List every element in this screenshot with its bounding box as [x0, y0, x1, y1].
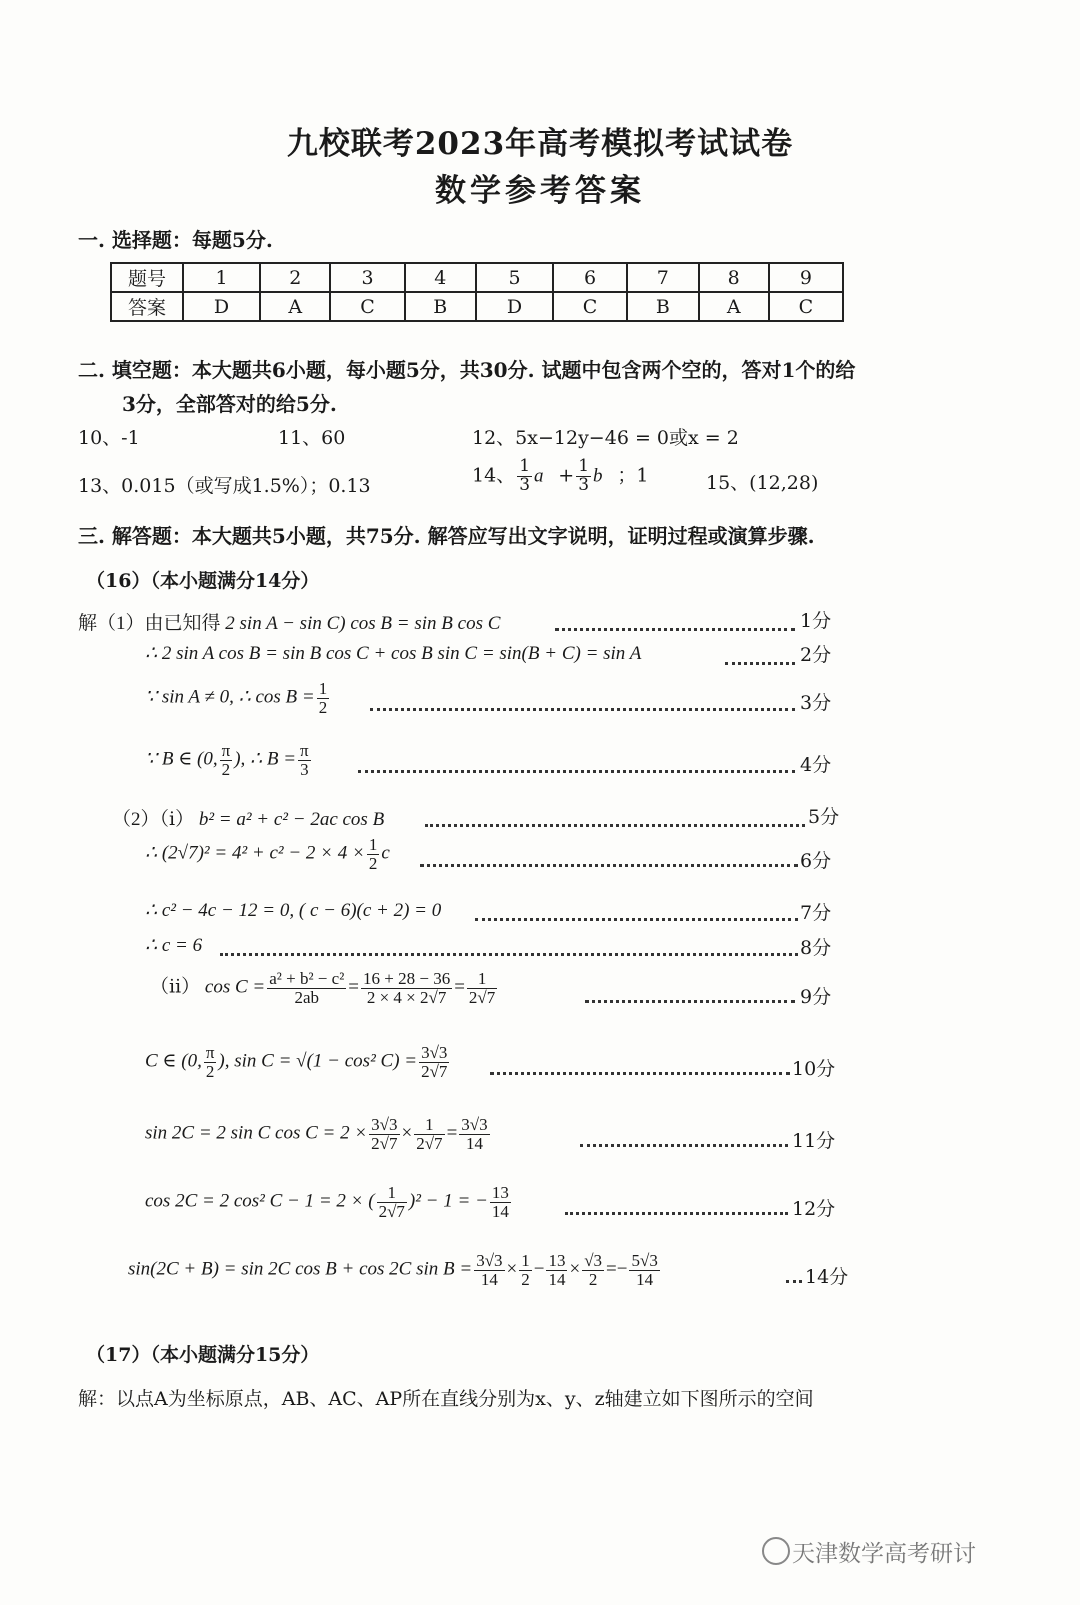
table-cell: A: [260, 292, 330, 321]
q17-line-1: 解：以点A为坐标原点，AB、AC、AP所在直线分别为x、y、z轴建立如下图所示的空间: [78, 1388, 814, 1410]
leader-dots: [475, 918, 798, 921]
table-cell: C: [330, 292, 404, 321]
score-11: 11分: [792, 1130, 836, 1152]
score-6: 6分: [800, 850, 832, 872]
leader-dots: [490, 1072, 790, 1075]
leader-dots: [420, 864, 798, 867]
section-2-heading-cont: 3分，全部答对的给5分.: [122, 392, 337, 416]
table-cell: 7: [627, 263, 698, 292]
fraction: $\frac{13}{14}$: [548, 1251, 566, 1289]
q16-line-9: （ⅱ） cos C = $\frac{\text{a² + b² − c²}}{2ab}$ = $\frac{16 + 28 - 36}{2 \times 4 \times 2√7}$ = $\frac{1}{2√7}$: [150, 969, 496, 1007]
table-header-cell: 答案: [111, 292, 183, 321]
table-cell: 9: [769, 263, 843, 292]
answer-14-label: 14、: [472, 464, 516, 487]
leader-dots: [725, 662, 795, 665]
leader-dots: [786, 1280, 802, 1283]
fraction: $\frac{13}{14}$: [491, 1183, 509, 1221]
leader-dots: [580, 1144, 788, 1147]
fraction: $\frac{1}{2}$: [521, 1251, 530, 1289]
fraction: $\frac{√3}{2}$: [584, 1251, 603, 1289]
leader-dots: [370, 708, 795, 711]
answer-11: 11、60: [278, 427, 346, 449]
table-cell: C: [553, 292, 627, 321]
score-10: 10分: [792, 1058, 836, 1080]
score-5: 5分: [808, 806, 840, 828]
leader-dots: [585, 1000, 795, 1003]
q16-line-2: ∴ 2 sin A cos B = sin B cos C + cos B sin C = sin(B + C) = sin A: [145, 643, 642, 664]
document-subtitle: 数学参考答案: [435, 173, 645, 209]
table-cell: 3: [330, 263, 404, 292]
watermark-text: 天津数学高考研讨: [792, 1541, 976, 1567]
score-12: 12分: [792, 1198, 836, 1220]
q16-line-12: cos 2C = 2 cos² C − 1 = 2 × ( $\frac{1}{2√7}$ )² − 1 = − $\frac{13}{14}$: [145, 1183, 509, 1221]
table-cell: C: [769, 292, 843, 321]
leader-dots: [358, 770, 795, 773]
table-cell: 4: [405, 263, 476, 292]
q16-line-7: ∴ c² − 4c − 12 = 0, ( c − 6)(c + 2) = 0: [145, 900, 442, 921]
table-cell: D: [183, 292, 260, 321]
table-cell: D: [476, 292, 553, 321]
table-cell: 5: [476, 263, 553, 292]
q16-line-1: 解（1）由已知得 2 sin A − sin C) cos B = sin B cos C: [78, 613, 501, 634]
score-2: 2分: [800, 644, 832, 666]
q16-line-3: ∵ sin A ≠ 0, ∴ cos B = $\frac{1}{2}$: [145, 679, 328, 717]
table-cell: B: [405, 292, 476, 321]
fraction: $\frac{1}{3}$: [578, 456, 590, 495]
multiple-choice-answer-table: [110, 262, 844, 322]
score-4: 4分: [800, 754, 832, 776]
table-cell: B: [627, 292, 698, 321]
section-3-heading: 三. 解答题：本大题共5小题，共75分. 解答应写出文字说明，证明过程或演算步骤.: [78, 524, 815, 548]
q16-line-10: C ∈ (0, $\frac{\pi}{2}$ ), sin C = √(1 − cos² C) = $\frac{3√3}{2√7}$: [145, 1043, 448, 1081]
q16-line-4: ∵ B ∈ (0, $\frac{\pi}{2}$ ), ∴ B = $\frac{\pi}{3}$: [145, 741, 309, 779]
q16-line-8: ∴ c = 6: [145, 935, 203, 956]
fraction: $\frac{1}{2√7}$: [468, 969, 496, 1007]
fraction: $\frac{5√3}{14}$: [631, 1251, 658, 1289]
fraction: $\frac{\pi}{2}$: [221, 741, 231, 779]
score-7: 7分: [800, 902, 832, 924]
fraction: $\frac{1}{2}$: [368, 835, 378, 873]
fraction: $\frac{\pi}{3}$: [300, 741, 309, 779]
fraction: $\frac{1}{3}$: [519, 456, 531, 495]
answer-12: 12、5x−12y−46 = 0或x = 2: [472, 427, 739, 449]
answer-14: 14、 $\frac{1}{3}$ a⃗+ $\frac{1}{3}$ b⃗；1: [472, 456, 649, 495]
fraction: $\frac{3√3}{2√7}$: [421, 1043, 448, 1081]
fraction: $\frac{3√3}{2√7}$: [371, 1115, 398, 1153]
table-cell: 2: [260, 263, 330, 292]
fraction: $\frac{1}{2}$: [318, 679, 328, 717]
table-header-cell: 题号: [111, 263, 183, 292]
chat-bubble-icon: [762, 1537, 790, 1565]
score-9: 9分: [800, 986, 832, 1008]
leader-dots: [220, 953, 798, 956]
leader-dots: [555, 628, 795, 631]
answer-13: 13、0.015（或写成1.5%）；0.13: [78, 475, 371, 497]
fraction: $\frac{16 + 28 - 36}{2 \times 4 \times 2√7}$: [363, 969, 451, 1007]
question-16-heading: （16）（本小题满分14分）: [86, 570, 320, 592]
fraction: $\frac{3√3}{14}$: [476, 1251, 503, 1289]
answer-15: 15、(12,28): [706, 472, 819, 494]
fraction: $\frac{\text{a² + b² − c²}}{2ab}$: [269, 969, 345, 1007]
fraction: $\frac{3√3}{14}$: [461, 1115, 488, 1153]
leader-dots: [425, 824, 805, 827]
score-3: 3分: [800, 692, 832, 714]
table-row: [111, 263, 843, 292]
table-cell: 6: [553, 263, 627, 292]
q16-line-6: ∴ (2√7)² = 4² + c² − 2 × 4 × $\frac{1}{2}$ c: [145, 835, 390, 873]
score-1: 1分: [800, 610, 832, 632]
table-cell: 8: [699, 263, 769, 292]
score-8: 8分: [800, 937, 832, 959]
table-cell: A: [699, 292, 769, 321]
fraction: $\frac{1}{2√7}$: [416, 1115, 443, 1153]
document-title: 九校联考2023年高考模拟考试试卷: [286, 126, 794, 162]
section-2-heading: 二. 填空题：本大题共6小题，每小题5分，共30分. 试题中包含两个空的，答对1个的给: [78, 358, 856, 382]
score-14: 14分: [805, 1266, 849, 1288]
fraction: $\frac{1}{2√7}$: [378, 1183, 405, 1221]
q16-line-13: sin(2C + B) = sin 2C cos B + cos 2C sin B = $\frac{3√3}{14}$ × $\frac{1}{2}$ − $\frac{13}{14}$ × $\frac{√3}{2}$ =− $\frac{5√3}{14}$: [128, 1251, 658, 1289]
section-1-heading: 一. 选择题：每题5分.: [78, 228, 273, 252]
table-cell: 1: [183, 263, 260, 292]
question-17-heading: （17）（本小题满分15分）: [86, 1344, 320, 1366]
fraction: $\frac{\pi}{2}$: [205, 1043, 215, 1081]
answer-10: 10、-1: [78, 427, 140, 449]
q16-line-11: sin 2C = 2 sin C cos C = 2 × $\frac{3√3}{2√7}$ × $\frac{1}{2√7}$ = $\frac{3√3}{14}$: [145, 1115, 488, 1153]
leader-dots: [565, 1212, 788, 1215]
table-row: [111, 292, 843, 321]
q16-line-5: （2）（ⅰ） b² = a² + c² − 2ac cos B: [112, 809, 385, 830]
